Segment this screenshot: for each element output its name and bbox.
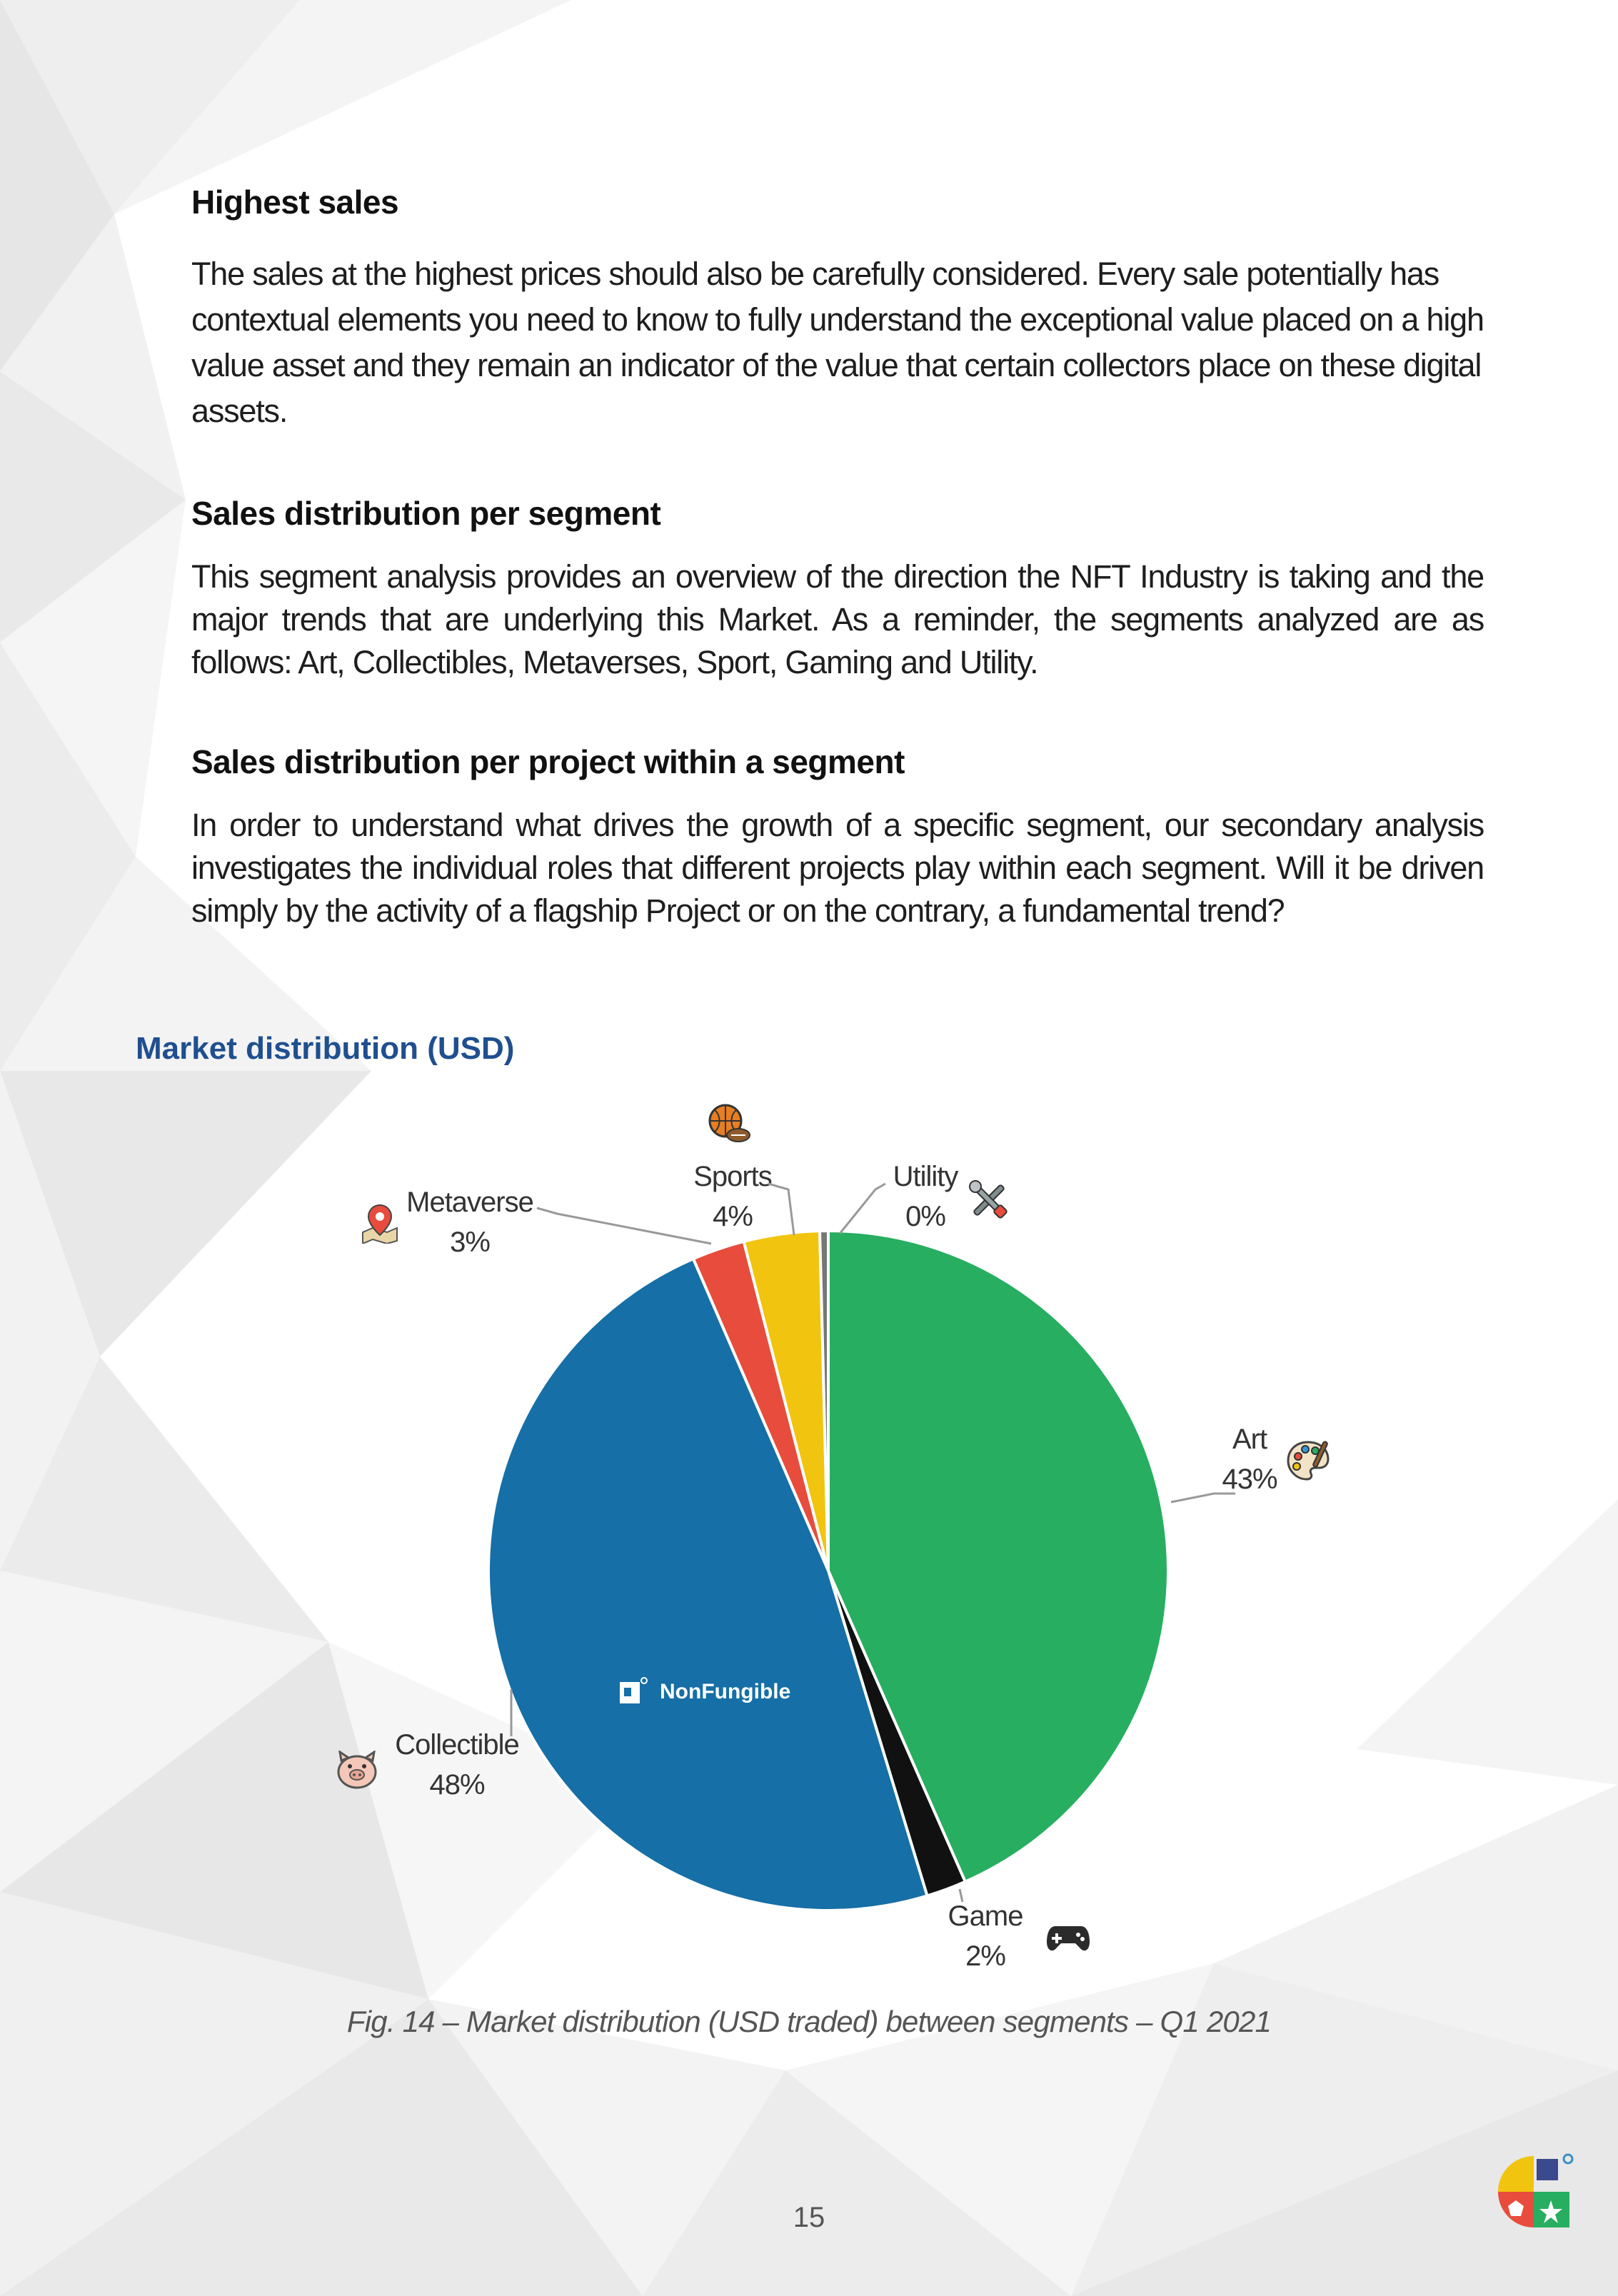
- label-utility-value: 0%: [905, 1201, 945, 1232]
- paragraph-line: value asset and they remain an indicator of the value that certain collectors place on these digital: [191, 347, 1482, 383]
- pig-face-icon: [336, 1751, 378, 1791]
- label-metaverse-value: 3%: [450, 1227, 490, 1258]
- heading-sales-distribution-project: Sales distribution per project within a segment: [191, 743, 905, 780]
- label-utility-name: Utility: [893, 1161, 958, 1192]
- label-game-value: 2%: [965, 1940, 1005, 1972]
- label-art-value: 43%: [1222, 1464, 1277, 1495]
- label-game-name: Game: [948, 1900, 1023, 1932]
- page-number: 15: [793, 2202, 825, 2233]
- label-sports-name: Sports: [693, 1161, 772, 1192]
- nonfungible-watermark: [615, 1675, 790, 1709]
- paragraph-line: The sales at the highest prices should also be carefully considered. Every sale potentially has: [191, 256, 1439, 292]
- watermark-text: NonFungible: [660, 1680, 791, 1703]
- label-metaverse-name: Metaverse: [406, 1187, 533, 1218]
- figure-caption: Fig. 14 – Market distribution (USD traded) between segments – Q1 2021: [346, 2005, 1272, 2038]
- brand-corner-logo: [1491, 2149, 1577, 2235]
- map-pin-icon: [360, 1204, 400, 1244]
- label-collectible-name: Collectible: [395, 1729, 519, 1761]
- label-collectible-value: 48%: [429, 1769, 485, 1801]
- label-sports-value: 4%: [713, 1201, 753, 1232]
- heading-highest-sales: Highest sales: [191, 183, 399, 221]
- basketball-icon: [707, 1102, 751, 1144]
- label-art-name: Art: [1232, 1424, 1267, 1455]
- palette-icon: [1285, 1438, 1331, 1484]
- chart-title: Market distribution (USD): [136, 1031, 515, 1066]
- paragraph-line: contextual elements you need to know to fully understand the exceptional value placed on a high: [191, 301, 1484, 338]
- nonfungible-logo-icon: [615, 1675, 650, 1709]
- paragraph-sales-distribution-project: In order to understand what drives the growth of a specific segment, our secondary analysis investigates the individual roles that different projects play within each segment. Will it be driven simply by the activity of a flagship Project or on the contrary, a fundamental trend?: [191, 807, 1484, 929]
- tools-icon: [967, 1178, 1011, 1222]
- gamepad-icon: [1045, 1920, 1091, 1955]
- paragraph-line: assets.: [191, 393, 288, 429]
- heading-sales-distribution-segment: Sales distribution per segment: [191, 495, 661, 532]
- paragraph-sales-distribution-segment: This segment analysis provides an overview of the direction the NFT Industry is taking and the major trends that are underlying this Market. As a reminder, the segments analyzed are as follows: Art, Collectibles, Metaverses, Sport, Gaming and Utility.: [191, 558, 1484, 680]
